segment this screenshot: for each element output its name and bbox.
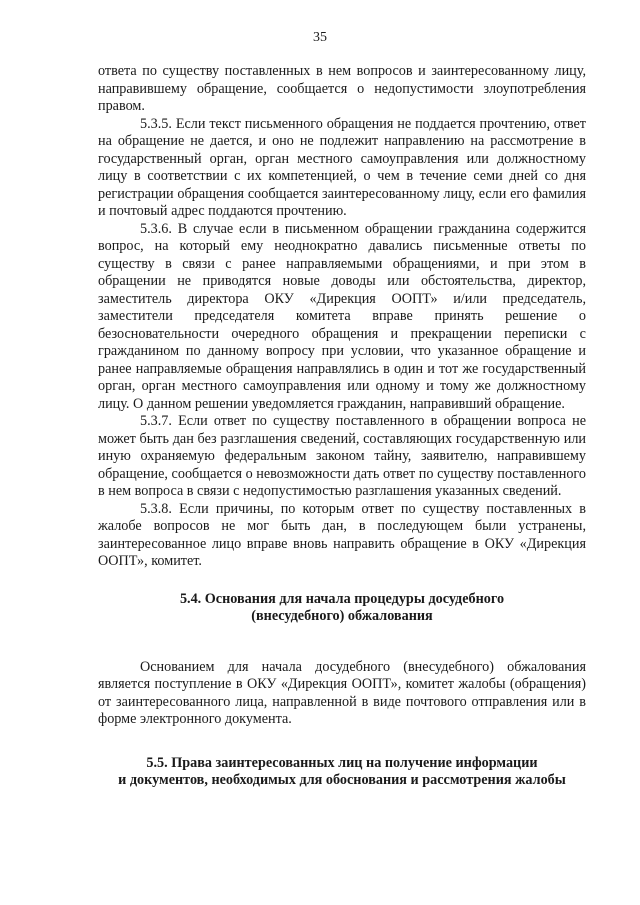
paragraph-5-4-body: Основанием для начала досудебного (внесудебного) обжалования является поступление в ОКУ «Дирекция ООПТ», комитет жалобы (обращения) от заинтересованного лица, направленной в виде почтового отправления или в форме электронного документа. [98, 658, 586, 727]
page-number: 35 [313, 30, 327, 45]
section-heading-5-4-line1: 5.4. Основания для начала процедуры досудебного [179, 590, 505, 607]
paragraph-continuation: ответа по существу поставленных в нем вопросов и заинтересованному лицу, направившему обращение, сообщается о недопустимости злоупотребления правом. [98, 63, 586, 114]
paragraph-5-3-8: 5.3.8. Если причины, по которым ответ по существу поставленных в жалобе вопросов не мог быть дан, в последующем были устранены, заинтересованное лицо вправе вновь направить обращение в ОКУ «Дирекция ООПТ», комитет. [98, 500, 586, 569]
section-heading-5-5-line2: и документов, необходимых для обоснования и рассмотрения жалобы [118, 772, 566, 788]
document-body [98, 63, 586, 790]
section-heading-5-4-line2: (внесудебного) обжалования [251, 608, 433, 624]
section-heading-5-5-line1: 5.5. Права заинтересованных лиц на получение информации [146, 754, 538, 771]
paragraph-5-3-6: 5.3.6. В случае если в письменном обращении гражданина содержится вопрос, на который ему неоднократно давались письменные ответы по существу в связи с ранее направляемыми обращениями, и при этом в обращении не приводятся новые доводы или обстоятельства, директор, заместитель директора ОКУ «Дирекция ООПТ» и/или председатель, заместители председателя комитета вправе принять решение о безосновательности очередного обращения и прекращении переписки с гражданином по данному вопросу при условии, что указанное обращение и ранее направляемые обращения направлялись в один и тот же государственный орган, орган местного самоуправления или одному и тому же должностному лицу. О данном решении уведомляется гражданин, направивший обращение. [98, 220, 586, 412]
paragraph-5-3-5: 5.3.5. Если текст письменного обращения не поддается прочтению, ответ на обращение не дается, и оно не подлежит направлению на рассмотрение в государственный орган, орган местного самоуправления или должностному лицу в соответствии с их компетенцией, о чем в течение семи дней со дня регистрации обращения сообщается заинтересованному лицу, если его фамилия и почтовый адрес поддаются прочтению. [98, 115, 586, 219]
paragraph-5-3-7: 5.3.7. Если ответ по существу поставленного в обращении вопроса не может быть дан без разглашения сведений, составляющих государственную или иную охраняемую федеральным законом тайну, заявителю, направившему обращение, сообщается о невозможности дать ответ по существу поставленного в нем вопроса в связи с недопустимостью разглашения указанных сведений. [98, 413, 586, 499]
